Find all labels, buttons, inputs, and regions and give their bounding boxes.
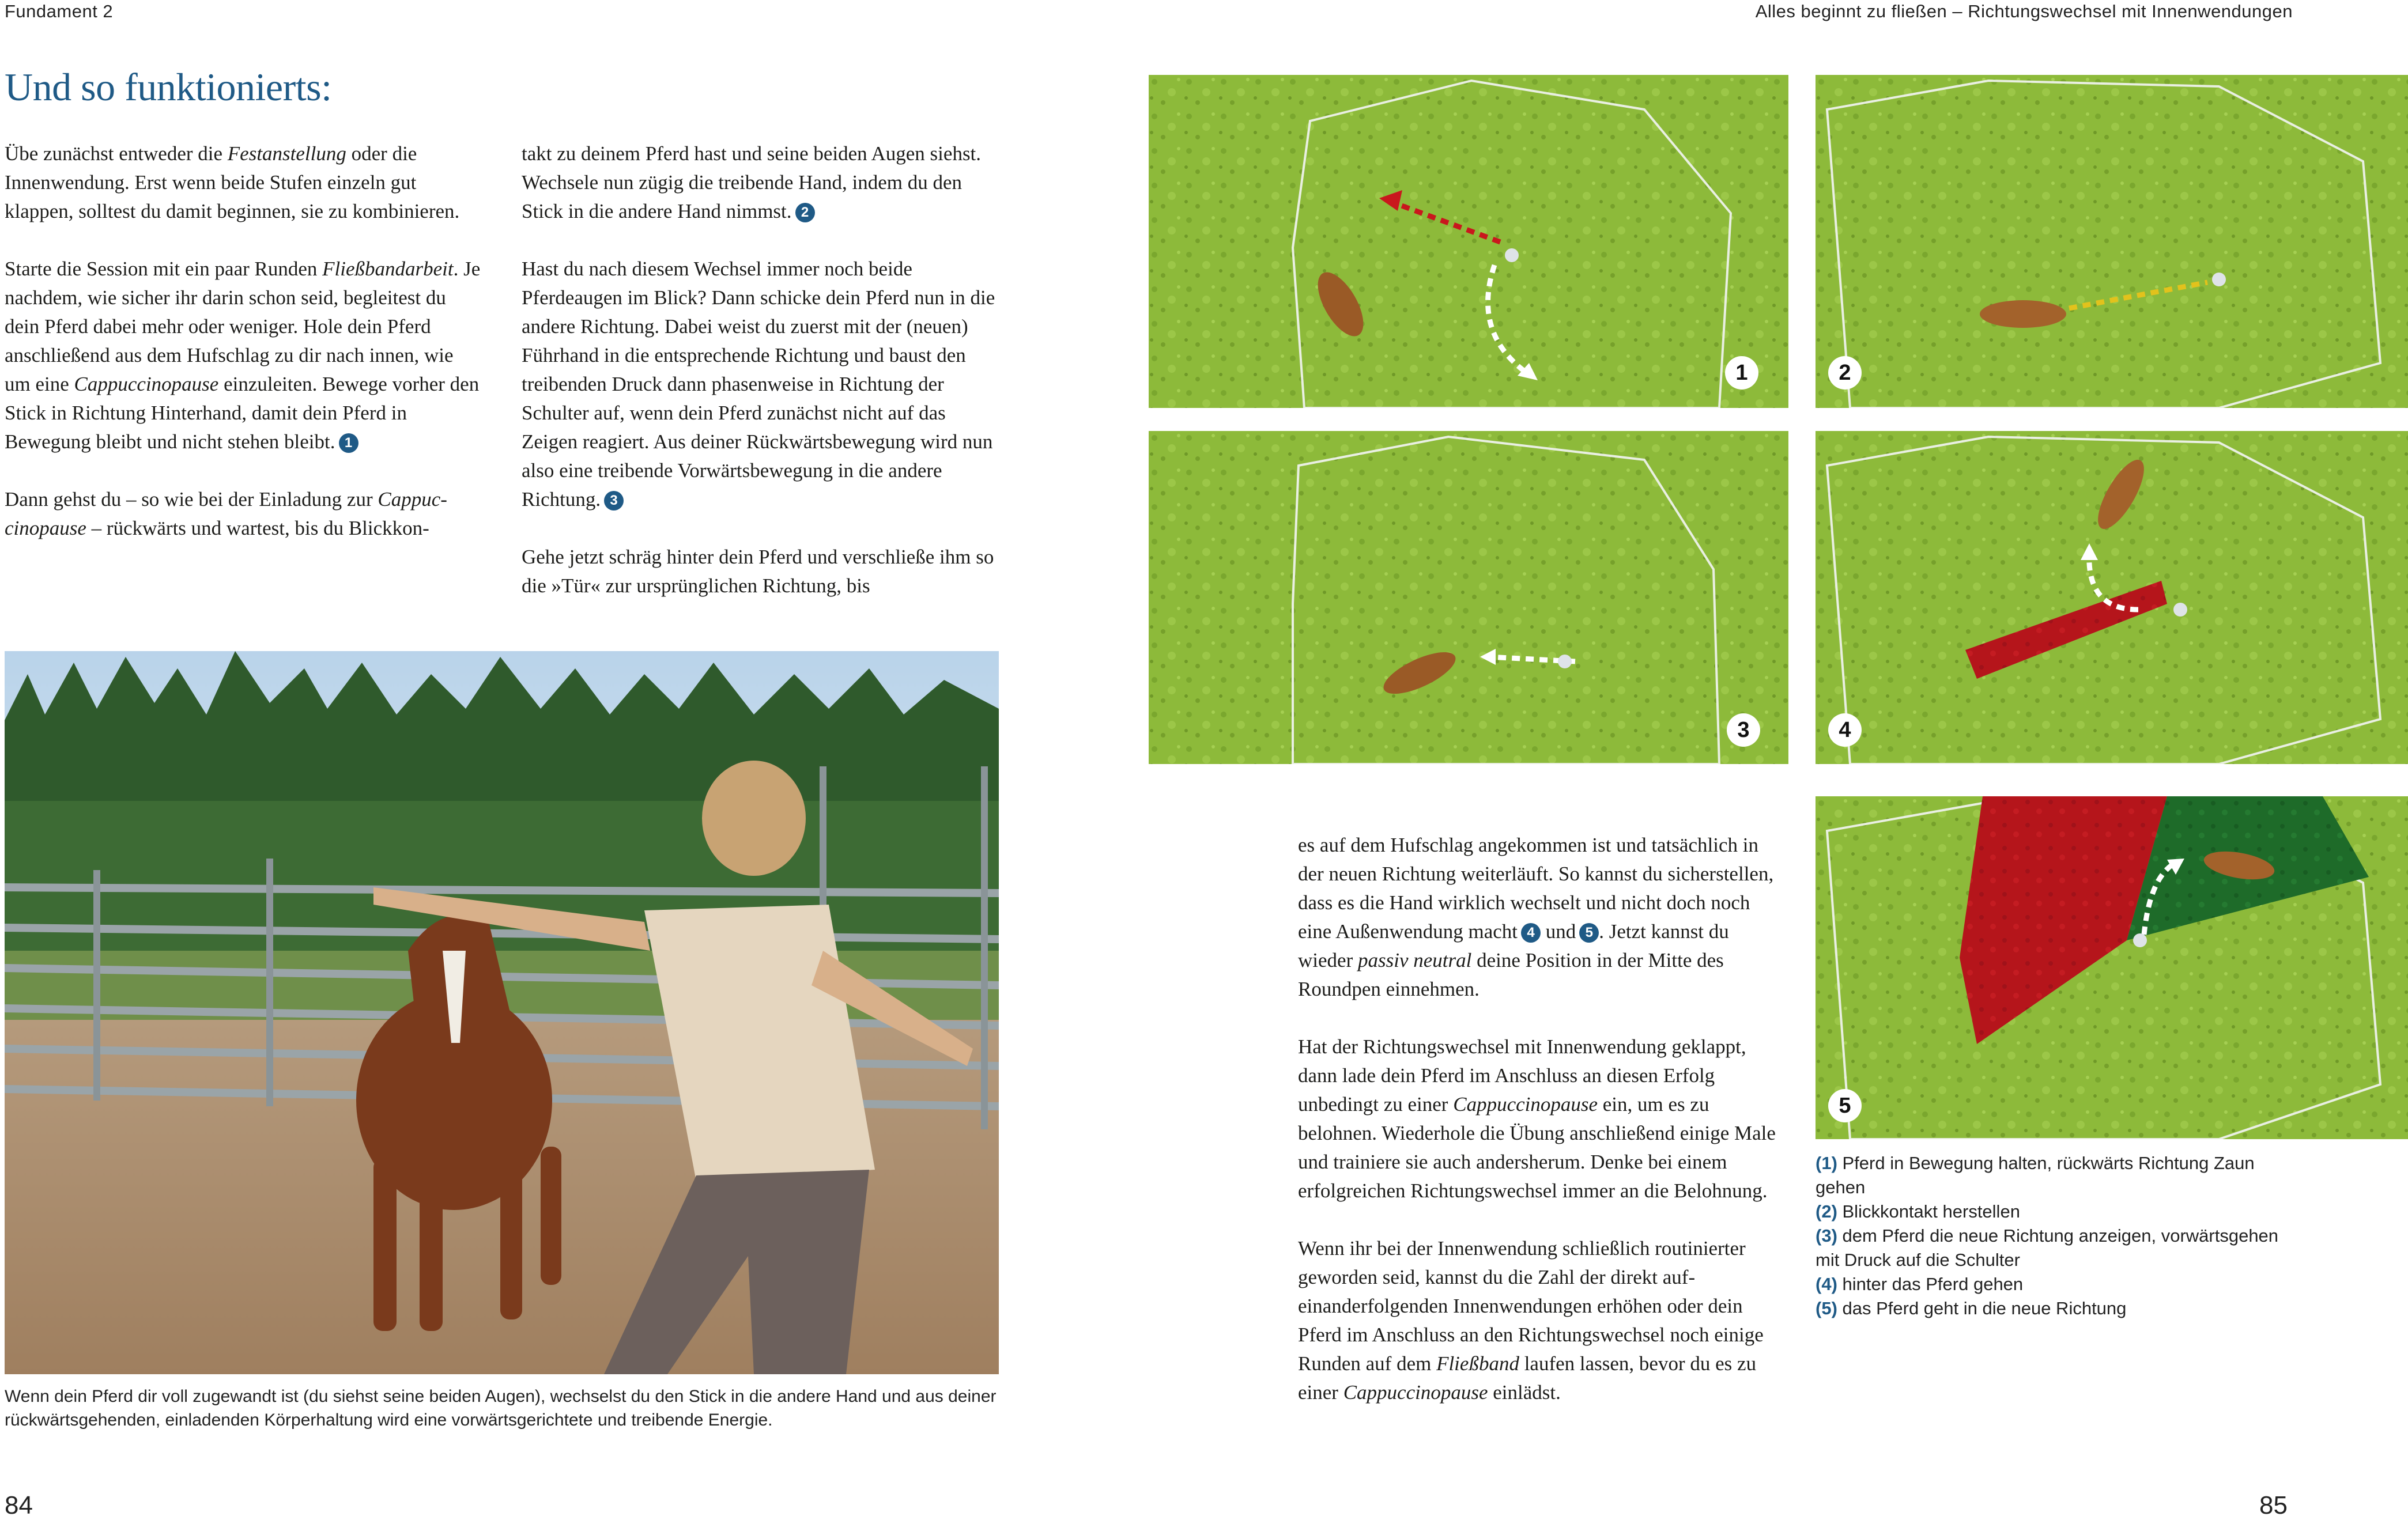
paragraph: takt zu deinem Pferd hast und seine beiden Augen siehst. Wechsele nun zügig die treibende Hand, indem du den Stick in die andere Hand nimmst. 2 xyxy=(522,142,982,222)
aerial-photo-2 xyxy=(1816,75,2408,408)
step-badge: 2 xyxy=(795,203,815,222)
photo-caption: Wenn dein Pferd dir voll zugewandt ist (du siehst seine beiden Augen), wechselst du den Stick in die andere Hand und aus deiner rückwärtsgehenden, einladenden Körperhaltung wird eine vorwärtsgerichtete und treibende Energie. xyxy=(5,1387,997,1430)
paragraph: Übe zunächst entweder die Festanstellung oder die Innenwendung. Erst wenn beide Stufen einzeln gut klappen, solltest du damit beginnen, sie zu kombinieren. xyxy=(5,142,460,222)
step-badge: 5 xyxy=(1579,923,1599,943)
page-number-right: 85 xyxy=(2259,1491,2288,1519)
aerial-legend xyxy=(1816,1151,2305,1321)
paragraph: Dann gehst du – so wie bei der Einladung zur Cappuccinopause – rückwärts und wartest, bis du Blickkon- xyxy=(5,488,447,539)
step-badge: 4 xyxy=(1521,923,1541,943)
step-number-3: 3 xyxy=(1727,713,1760,747)
legend-item: (2) Blickkontakt herstellen xyxy=(1816,1201,2020,1222)
text-column-3 xyxy=(1298,831,1782,1407)
page-title: Und so funktionierts: xyxy=(5,65,332,109)
paragraph: Starte die Session mit ein paar Runden Fließbandarbeit. Je nachdem, wie sicher ihr darin schon seid, begleitest du dein Pferd dabei mehr oder weniger. Hole dein Pferd anschließend aus dem Hufschlag zu dir nach innen, wie um eine Cappuccinopause einzuleiten. Bewege vorher den Stick in Richtung Hinterhand, damit dein Pferd in Bewegung bleibt und nicht stehen bleibt. 1 xyxy=(5,258,481,453)
paragraph: Wenn ihr bei der Innenwendung schließlich routinierter geworden seid, kannst du die Zahl der direkt aufeinanderfolgenden Innenwendungen erhöhen oder dein Pferd im Anschluss an den Richtungswechsel noch einige Runden auf dem Fließband laufen lassen, bevor du es zu einer Cappuccinopause einlädst. xyxy=(1298,1237,1764,1404)
aerial-photo-1 xyxy=(1149,75,1788,408)
paragraph: Hat der Richtungswechsel mit Innenwendung geklappt, dann lade dein Pferd im Anschluss an diesen Erfolg unbedingt zu einer Cappuccinopause ein, um es zu belohnen. Wiederhole die Übung anschließend einige Male und trainiere sie auch andersherum. Denke bei einem erfolgreichen Richtungswechsel immer an die Belohnung. xyxy=(1298,1035,1776,1202)
paragraph: es auf dem Hufschlag angekommen ist und tatsächlich in der neuen Richtung weiterläuft. So kannst du sicherstellen, dass es die Hand wirklich wechselt und nicht doch noch eine Außenwendung macht 4 und 5 . Jetzt kannst du wieder passiv neutral deine Position in der Mitte des Roundpen einnehmen. xyxy=(1298,834,1774,1000)
legend-item: (4) hinter das Pferd gehen xyxy=(1816,1274,2024,1294)
step-number-4: 4 xyxy=(1828,713,1862,747)
step-number-1: 1 xyxy=(1725,356,1758,390)
text-column-1 xyxy=(5,139,483,543)
page-number-left: 84 xyxy=(5,1491,33,1519)
text-column-2 xyxy=(522,139,1000,600)
step-badge: 3 xyxy=(604,491,624,511)
legend-item: (5) das Pferd geht in die neue Richtung xyxy=(1816,1298,2127,1318)
aerial-photo-4 xyxy=(1816,431,2408,764)
running-header-left: Fundament 2 xyxy=(5,1,114,21)
legend-item: (3) dem Pferd die neue Richtung anzeigen, vorwärtsgehen mit Druck auf die Schulter xyxy=(1816,1226,2279,1270)
step-number-2: 2 xyxy=(1828,356,1862,390)
running-header-right: Alles beginnt zu fließen – Richtungswechsel mit Innenwendungen xyxy=(1755,1,2293,21)
training-photo xyxy=(5,651,999,1374)
aerial-photo-3 xyxy=(1149,431,1788,764)
paragraph: Hast du nach diesem Wechsel immer noch beide Pferdeaugen im Blick? Dann schicke dein Pferd nun in die andere Richtung. Dabei weist du zuerst mit der (neuen) Führhand in die entsprechende Richtung und baust den treibenden Druck dann phasenweise in Richtung der Schulter auf, wenn dein Pferd zunächst nicht auf das Zeigen reagiert. Aus deiner Rückwärtsbewegung wird nun also eine treibende Vorwärtsbewegung in die andere Richtung. 3 xyxy=(522,258,995,511)
step-number-5: 5 xyxy=(1828,1089,1862,1122)
paragraph: Gehe jetzt schräg hinter dein Pferd und verschließe ihm so die »Tür« zur ursprünglichen Richtung, bis xyxy=(522,546,994,597)
legend-item: (1) Pferd in Bewegung halten, rückwärts Richtung Zaun gehen xyxy=(1816,1153,2255,1197)
aerial-photo-5 xyxy=(1816,796,2408,1139)
step-badge: 1 xyxy=(339,433,358,453)
